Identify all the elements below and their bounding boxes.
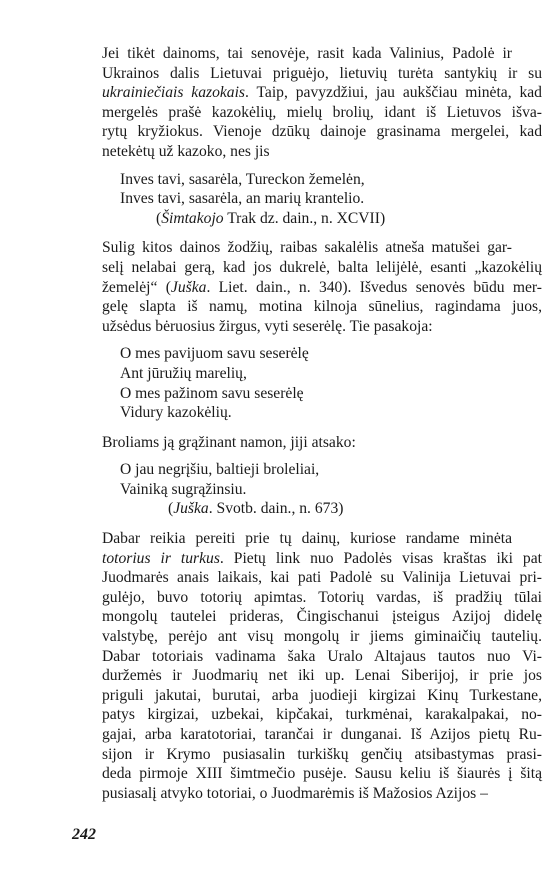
text-line: Juodmarės anais laikais, kai pati Padolė su Valinija Lietuvai pri-	[102, 569, 542, 587]
verse-quote-3	[120, 460, 512, 519]
italic-term: totorius ir turkus	[102, 549, 220, 567]
text-body	[72, 44, 542, 803]
text-line: gulėjo, buvo totorių apimtas. Totorių vardas, iš pradžių tūlai	[102, 588, 542, 606]
paragraph-2	[72, 238, 542, 336]
text-line: Sulig kitos dainos žodžių, raibas sakalėlis atneša matušei gar-	[102, 239, 512, 257]
text-line: netekėtų už kazoko, nes jis	[102, 142, 270, 160]
italic-term: ukrainiečiais kazokais	[102, 84, 245, 102]
verse-quote-2	[120, 344, 512, 422]
paragraph-4	[72, 529, 542, 803]
text-line: žemelėj“ (Juška. Liet. dain., n. 340). Išvedus senovės būdu mer-	[102, 278, 542, 296]
text-line: priguli jakutai, burutai, arba juodieji kirgizai Kinų Turkestane,	[102, 686, 542, 704]
text-line: rytų kryžiokus. Vienoje dzūkų dainoje grasinama mergelei, kad	[102, 123, 542, 141]
text-line: deda pirmoje XIII šimtmečio pusėje. Sausu keliu iš šiaurės į šitą	[102, 765, 542, 783]
source-author: Juška	[170, 278, 207, 296]
verse-line: Inves tavi, sasarėla, Tureckon žemelėn,	[120, 170, 365, 188]
text-line: užsėdus bėruosius žirgus, vyti seserėlę. Tie pasakoja:	[102, 317, 433, 335]
verse-line: O mes pavijuom savu seserėlę	[120, 345, 309, 363]
verse-quote-1	[120, 170, 512, 229]
text-line: mongolų tautelei prideras, Čingischanui įsteigus Azijoj didelę	[102, 608, 542, 626]
verse-line: Ant jūružių marelių,	[120, 364, 247, 382]
text-line: pusiasalį atvyko totoriai, o Juodmarėmis iš Mažosios Azijos –	[102, 784, 488, 802]
page-number: 242	[72, 826, 96, 843]
verse-line: Vidury kazokėlių.	[120, 404, 232, 422]
text-line: selį nelabai gerą, kad jos dukrelė, balta lelijėlė, esanti „kazokėlių	[102, 258, 542, 276]
verse-line: O jau negrįšiu, baltieji broleliai,	[120, 461, 320, 479]
text-line: gajai, arba karatotoriai, tarančai ir dunganai. Iš Azijos pietų Ru-	[102, 726, 542, 743]
text-line: Dabar totoriais vadinama šaka Uralo Altajaus tautos nuo Vi-	[102, 647, 542, 665]
verse-source: (Šimtakojo Trak dz. dain., n. XCVII)	[156, 209, 386, 227]
text-line: ukrainiečiais kazokais. Taip, pavyzdžiui, jau aukščiau minėta, kad	[102, 84, 542, 102]
text-line: mergelės prašė kazokėlių, mielų brolių, idant iš Lietuvos išva-	[102, 103, 542, 121]
text-line: duržemės ir Juodmarių net iki up. Lenai Siberijoj, ir prie jos	[102, 667, 542, 685]
source-author: Šimtakojo	[161, 209, 224, 227]
text-line: Broliams ją grąžinant namon, jiji atsako:	[102, 433, 356, 451]
text-line: Jei tikėt dainoms, tai senovėje, rasit kada Valinius, Padolė ir	[102, 45, 512, 62]
text-line: valstybę, perėjo ant visų mongolų ir jiems giminaičių tautelių.	[102, 628, 542, 646]
text-line: Ukrainos dalis Lietuvai priguėjo, lietuvių turėta santykių ir su	[102, 64, 542, 82]
source-author: Juška	[173, 500, 209, 518]
text-line: patys kirgizai, uzbekai, kipčakai, turkmėnai, karakalpakai, no-	[102, 706, 542, 724]
verse-line: O mes pažinom savu seserėlę	[120, 384, 304, 402]
text-line: sijon ir Krymo pusiasalin turkiškų genčių atsibastymas prasi-	[102, 745, 542, 763]
verse-source: (Juška. Svotb. dain., n. 673)	[168, 500, 344, 518]
text-line: gelę slapta iš namų, motina kilnoja sūnelius, ragindama juos,	[102, 298, 542, 316]
text-line: totorius ir turkus. Pietų link nuo Padolės visas kraštas iki pat	[102, 549, 542, 567]
paragraph-3	[72, 433, 512, 453]
text-line: Dabar reikia pereiti prie tų dainų, kuriose randame minėta	[102, 530, 512, 548]
verse-line: Inves tavi, sasarėla, an marių krantelio.	[120, 190, 365, 208]
paragraph-1	[72, 44, 542, 162]
verse-line: Vainiką sugrąžinsiu.	[120, 480, 247, 498]
